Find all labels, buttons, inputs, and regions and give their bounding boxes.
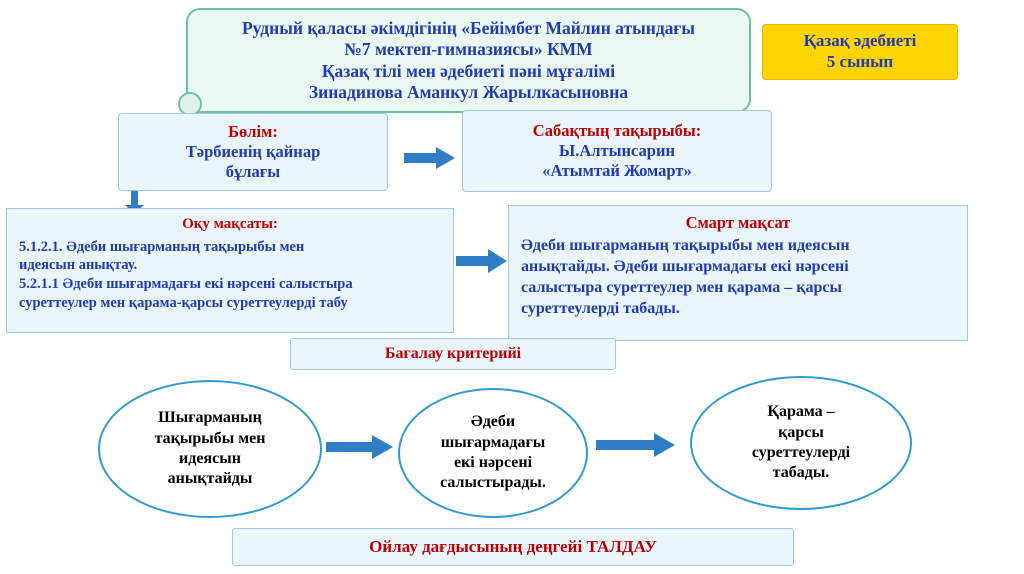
header-line-3: Қазақ тілі мен әдебиеті пәні мұғалімі [321, 60, 616, 81]
arrow-section-to-topic [404, 146, 456, 170]
smart-goal-line-4: суреттеулерді табады. [521, 299, 680, 317]
thinking-level-label: Ойлау дағдысының деңгейі ТАЛДАУ [369, 536, 657, 556]
header-line-4: Зинадинова Аманкул Жарылкасыновна [308, 81, 629, 102]
criteria-1-line-1: Шығарманың [158, 409, 262, 427]
criteria-2-line-3: екі нәрсені [453, 454, 533, 471]
arrow-objectives-to-smart-goal [456, 248, 508, 274]
smart-goal-line-2: анықтайды. Әдеби шығармадағы екі нәрсені [521, 258, 849, 276]
criteria-3-line-3: суреттеулерді [751, 444, 851, 461]
criteria-ellipse-3 [690, 376, 912, 510]
learning-objectives-line-3: 5.2.1.1 Әдеби шығармадағы екі нәрсені салыстыра [19, 276, 353, 293]
lesson-topic-label: Сабақтың тақырыбы: [532, 120, 702, 140]
grade-badge [762, 24, 958, 80]
learning-objectives-line-1: 5.1.2.1. Әдеби шығарманың тақырыбы мен [19, 238, 305, 255]
smart-goal-box [508, 205, 968, 341]
thinking-level-box [232, 528, 794, 566]
grade-badge-subject: Қазақ әдебиеті [803, 31, 917, 51]
header-line-1: Рудный қаласы әкімдігінің «Бейімбет Майлин атындағы [241, 17, 696, 38]
lesson-topic-title: «Атымтай Жомарт» [542, 161, 692, 181]
grade-badge-class: 5 сынып [826, 52, 894, 71]
section-value-line-2: бұлағы [225, 162, 281, 182]
criteria-1-line-3: идеясын [179, 450, 241, 467]
criteria-2-line-2: шығармадағы [440, 433, 546, 451]
criteria-3-line-4: табады. [772, 464, 830, 482]
arrow-criteria-2-to-3 [596, 432, 676, 458]
criteria-title-label: Бағалау критерийі [384, 345, 522, 363]
criteria-1-line-4: анықтайды [167, 470, 253, 488]
smart-goal-line-3: салыстыра суреттеулер мен қарама – қарсы [521, 279, 842, 297]
criteria-3-line-1: Қарама – [767, 403, 835, 421]
learning-objectives-line-4: суреттеулер мен қарама-қарсы суреттеулерді табу [19, 295, 348, 312]
criteria-ellipse-2 [398, 388, 588, 518]
lesson-topic-author: Ы.Алтынсарин [559, 140, 675, 160]
section-box [118, 113, 388, 191]
criteria-2-line-1: Әдеби [470, 413, 516, 431]
header-title-box [186, 8, 751, 113]
criteria-ellipse-1 [98, 380, 322, 518]
lesson-topic-box [462, 110, 772, 192]
criteria-2-line-4: салыстырады. [440, 474, 546, 492]
learning-objectives-line-2: идеясын анықтау. [19, 257, 138, 274]
section-value-line-1: Тәрбиенің қайнар [185, 141, 321, 161]
learning-objectives-label: Оқу мақсаты: [182, 216, 278, 232]
smart-goal-line-1: Әдеби шығарманың тақырыбы мен идеясын [521, 237, 850, 255]
criteria-3-line-2: қарсы [778, 423, 824, 441]
smart-goal-label: Смарт мақсат [685, 213, 791, 232]
criteria-1-line-2: тақырыбы мен [154, 429, 266, 447]
learning-objectives-box [6, 208, 454, 333]
header-line-2: №7 мектеп-гимназиясы» КММ [344, 39, 593, 60]
section-label: Бөлім: [228, 121, 278, 141]
criteria-title-box [290, 338, 616, 370]
arrow-criteria-1-to-2 [326, 434, 394, 460]
